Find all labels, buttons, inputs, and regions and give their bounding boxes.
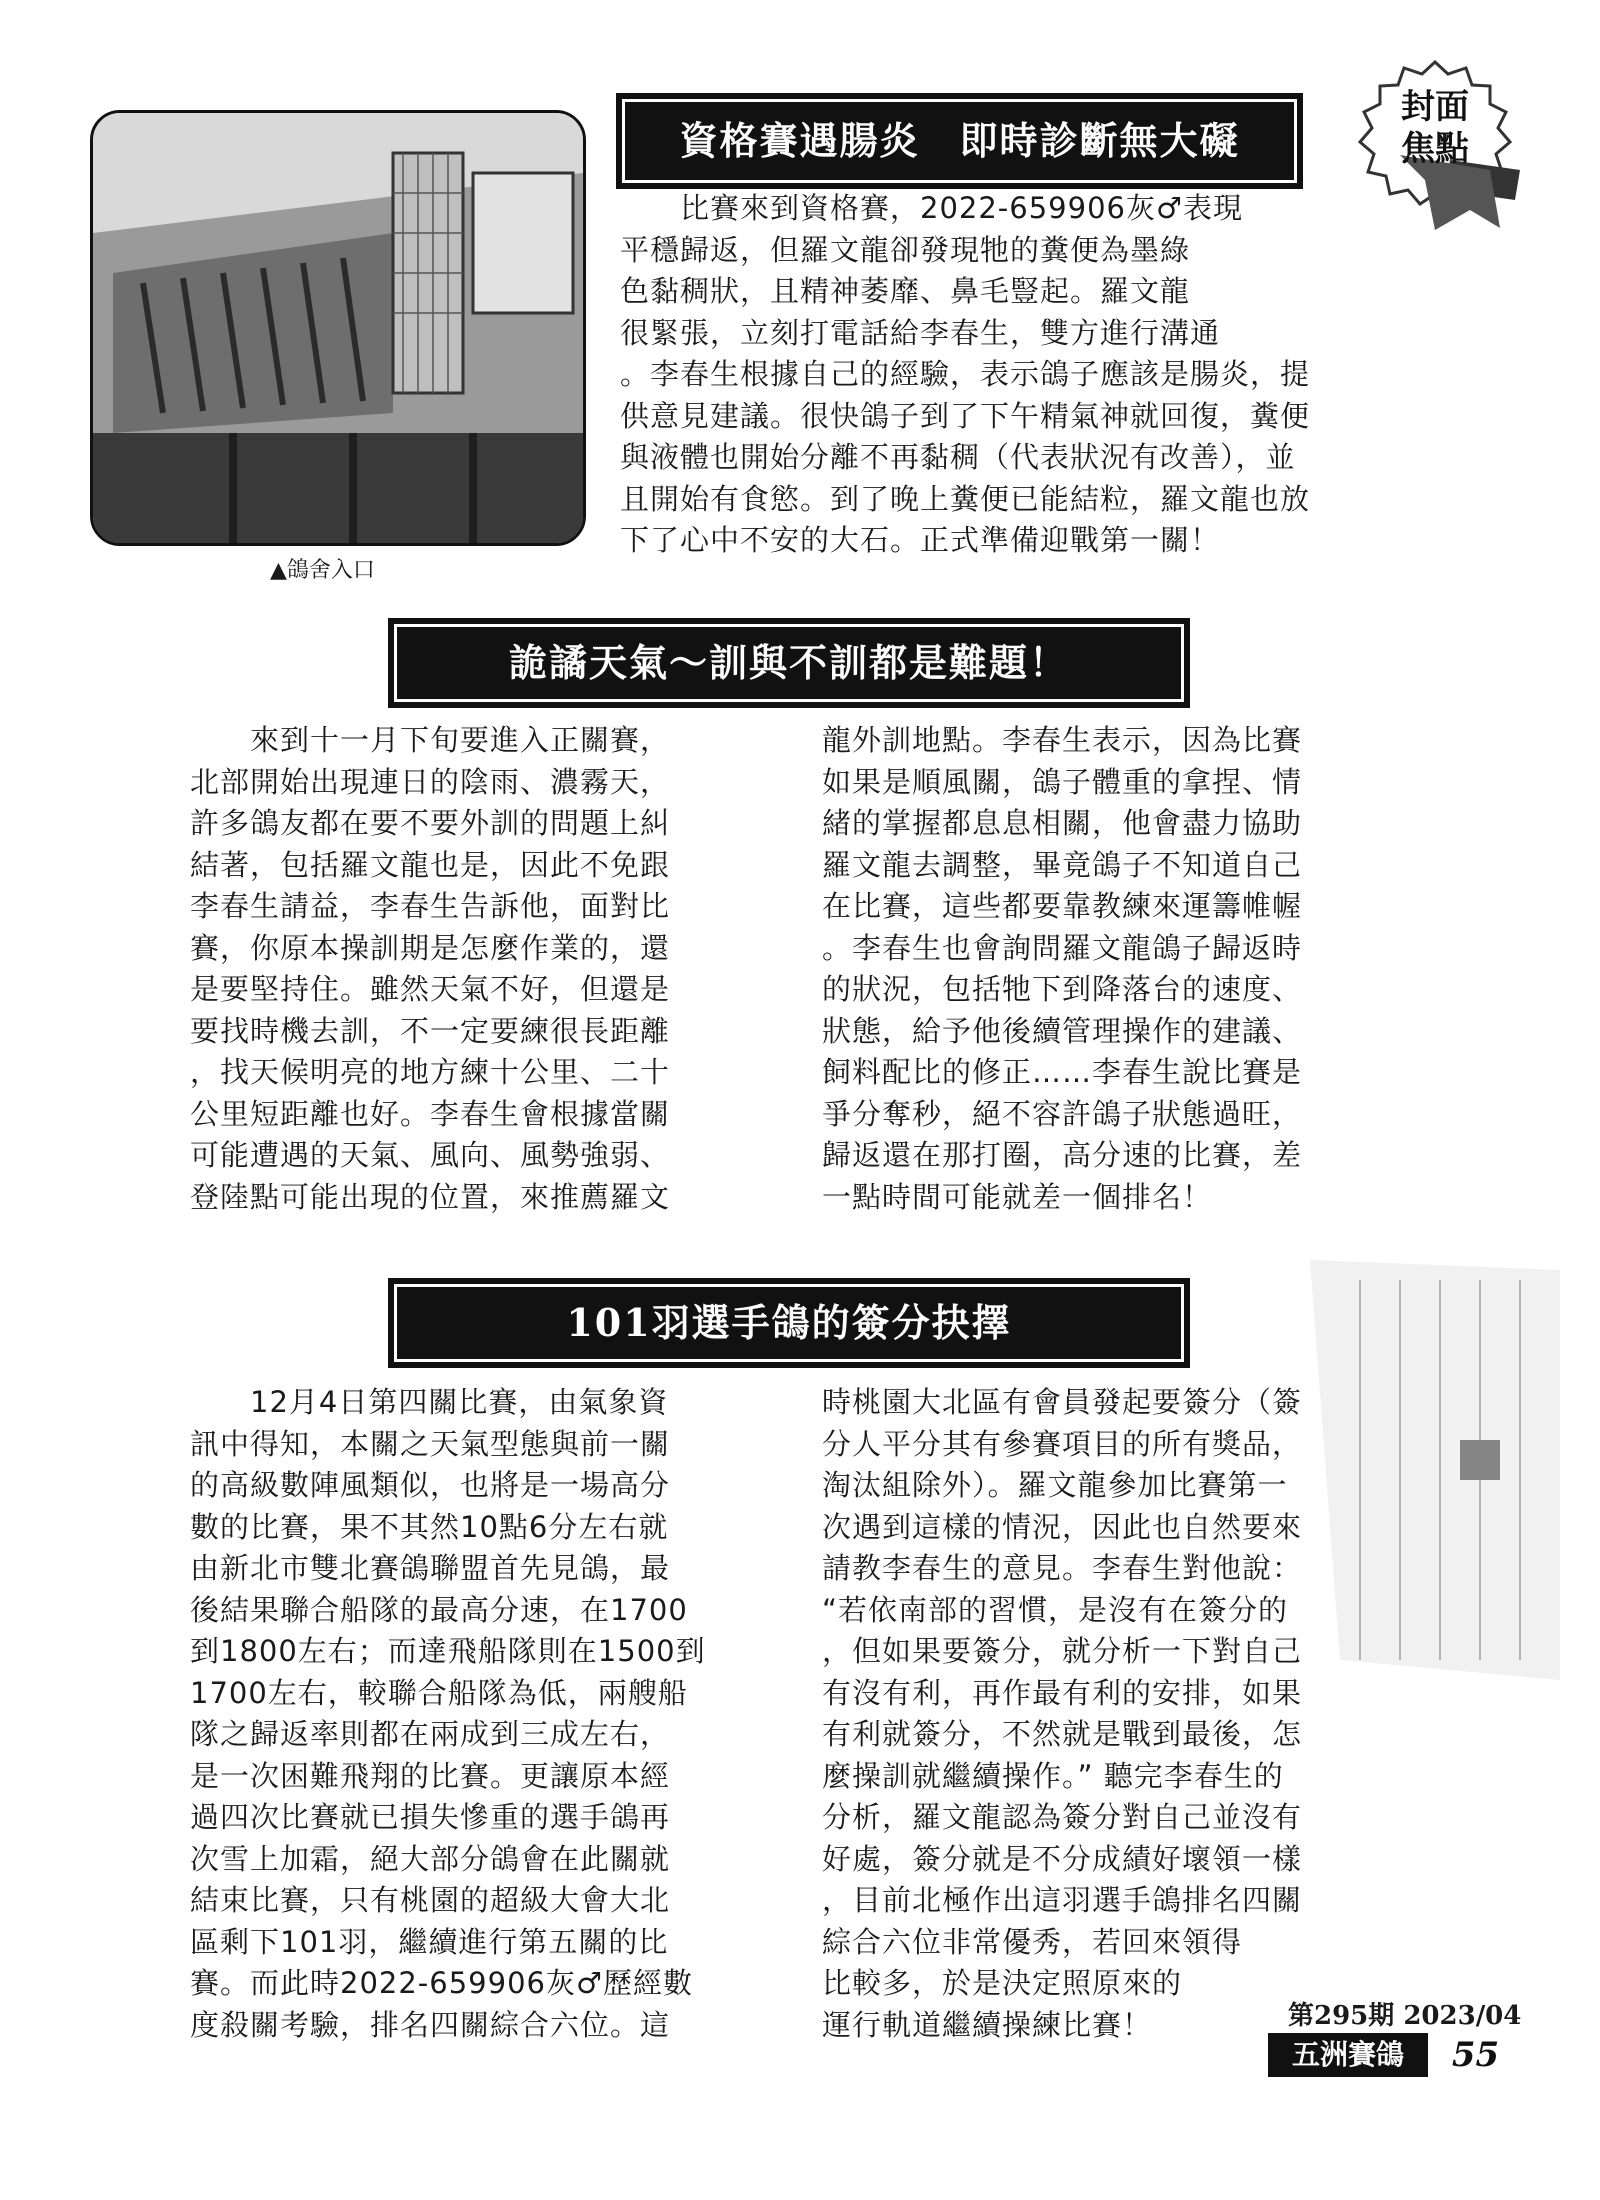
section-heading-qualifying: 資格賽遇腸炎 即時診斷無大礙 [618, 95, 1301, 187]
signing-right-column: 時桃園大北區有會員發起要簽分（簽 分人平分其有參賽項目的所有獎品， 淘汰組除外）。羅文龍參加比賽第一 次遇到這樣的情況，因此也自然要來 請教李春生的意見。李春生對他說： “若依南部的習慣，是沒有在簽分的 ，但如果要簽分，就分析一下對自己 有沒有利，再作最有利的安排，如果 有利就簽分，不然就是戰到最後，怎 麼操訓就繼續操作。” 聽完李春生的 分析，羅文龍認為簽分對自己並沒有 好處，簽分就是不分成績好壞領一樣 ，目前北極作出這羽選手鴿排名四關 綜合六位非常優秀，若回來領得 比較多，於是決定照原來的 運行軌道繼續操練比賽！ [822, 1385, 1303, 2042]
cover-focus-badge [1340, 60, 1530, 230]
loft-entrance-photo [90, 110, 586, 546]
issue-info: 第295期 2023/04 [1288, 2001, 1522, 2031]
section-heading-weather: 詭譎天氣～訓與不訓都是難題！ [390, 620, 1188, 706]
page-number: 55 [1451, 2035, 1500, 2075]
section-heading-signing: 101羽選手鴿的簽分抉擇 [390, 1280, 1188, 1366]
magazine-footer [1268, 2033, 1518, 2077]
photo-caption: ▲鴿舍入口 [270, 558, 375, 583]
document-photo [1300, 1260, 1560, 1680]
badge-line2: 焦點 [1401, 129, 1469, 169]
magazine-name: 五洲賽鴿 [1268, 2033, 1428, 2077]
signing-left-column: 12月4日第四關比賽，由氣象資 訊中得知，本關之天氣型態與前一關 的高級數陣風類似，也將是一場高分 數的比賽，果不其然10點6分左右就 由新北市雙北賽鴿聯盟首先見鴿，最 後結果聯合船隊的最高分速，在1700 到1800左右；而達飛船隊則在1500到 1700左右，較聯合船隊為低，兩艘船 隊之歸返率則都在兩成到三成左右， 是一次困難飛翔的比賽。更讓原本經 過四次比賽就已損失慘重的選手鴿再 次雪上加霜，絕大部分鴿會在此關就 結束比賽，只有桃園的超級大會大北 區剩下101羽，繼續進行第五關的比 賽。而此時2022-659906灰♂歷經數 度殺關考驗，排名四關綜合六位。這 [190, 1385, 706, 2042]
weather-right-column: 龍外訓地點。李春生表示，因為比賽 如果是順風關，鴿子體重的拿捏、情 緒的掌握都息息相關，他會盡力協助 羅文龍去調整，畢竟鴿子不知道自己 在比賽，這些都要靠教練來運籌帷幄 。李春生也會詢問羅文龍鴿子歸返時 的狀況，包括牠下到降落台的速度、 狀態，給予他後續管理操作的建議、 飼料配比的修正……李春生說比賽是 爭分奪秒，絕不容許鴿子狀態過旺， 歸返還在那打圈，高分速的比賽，差 一點時間可能就差一個排名！ [822, 723, 1303, 1214]
section-paragraph-qualifying: 比賽來到資格賽，2022-659906灰♂表現 平穩歸返，但羅文龍卻發現牠的糞便為墨綠 色黏稠狀，且精神萎靡、鼻毛豎起。羅文龍 很緊張，立刻打電話給李春生，雙方進行溝通 。李春生根據自己的經驗，表示鴿子應該是腸炎，提 供意見建議。很快鴿子到了下午精氣神就回復，糞便 與液體也開始分離不再黏稠（代表狀況有改善），並 且開始有食慾。到了晚上糞便已能結粒，羅文龍也放 下了心中不安的大石。正式準備迎戰第一關！ [620, 191, 1311, 557]
weather-left-column: 來到十一月下旬要進入正關賽， 北部開始出現連日的陰雨、濃霧天， 許多鴿友都在要不要外訓的問題上糾 結著，包括羅文龍也是，因此不免跟 李春生請益，李春生告訴他，面對比 賽，你原本操訓期是怎麼作業的，還 是要堅持住。雖然天氣不好，但還是 要找時機去訓，不一定要練很長距離 ，找天候明亮的地方練十公里、二十 公里短距離也好。李春生會根據當關 可能遭遇的天氣、風向、風勢強弱、 登陸點可能出現的位置，來推薦羅文 [190, 723, 671, 1214]
badge-line1: 封面 [1401, 87, 1469, 127]
